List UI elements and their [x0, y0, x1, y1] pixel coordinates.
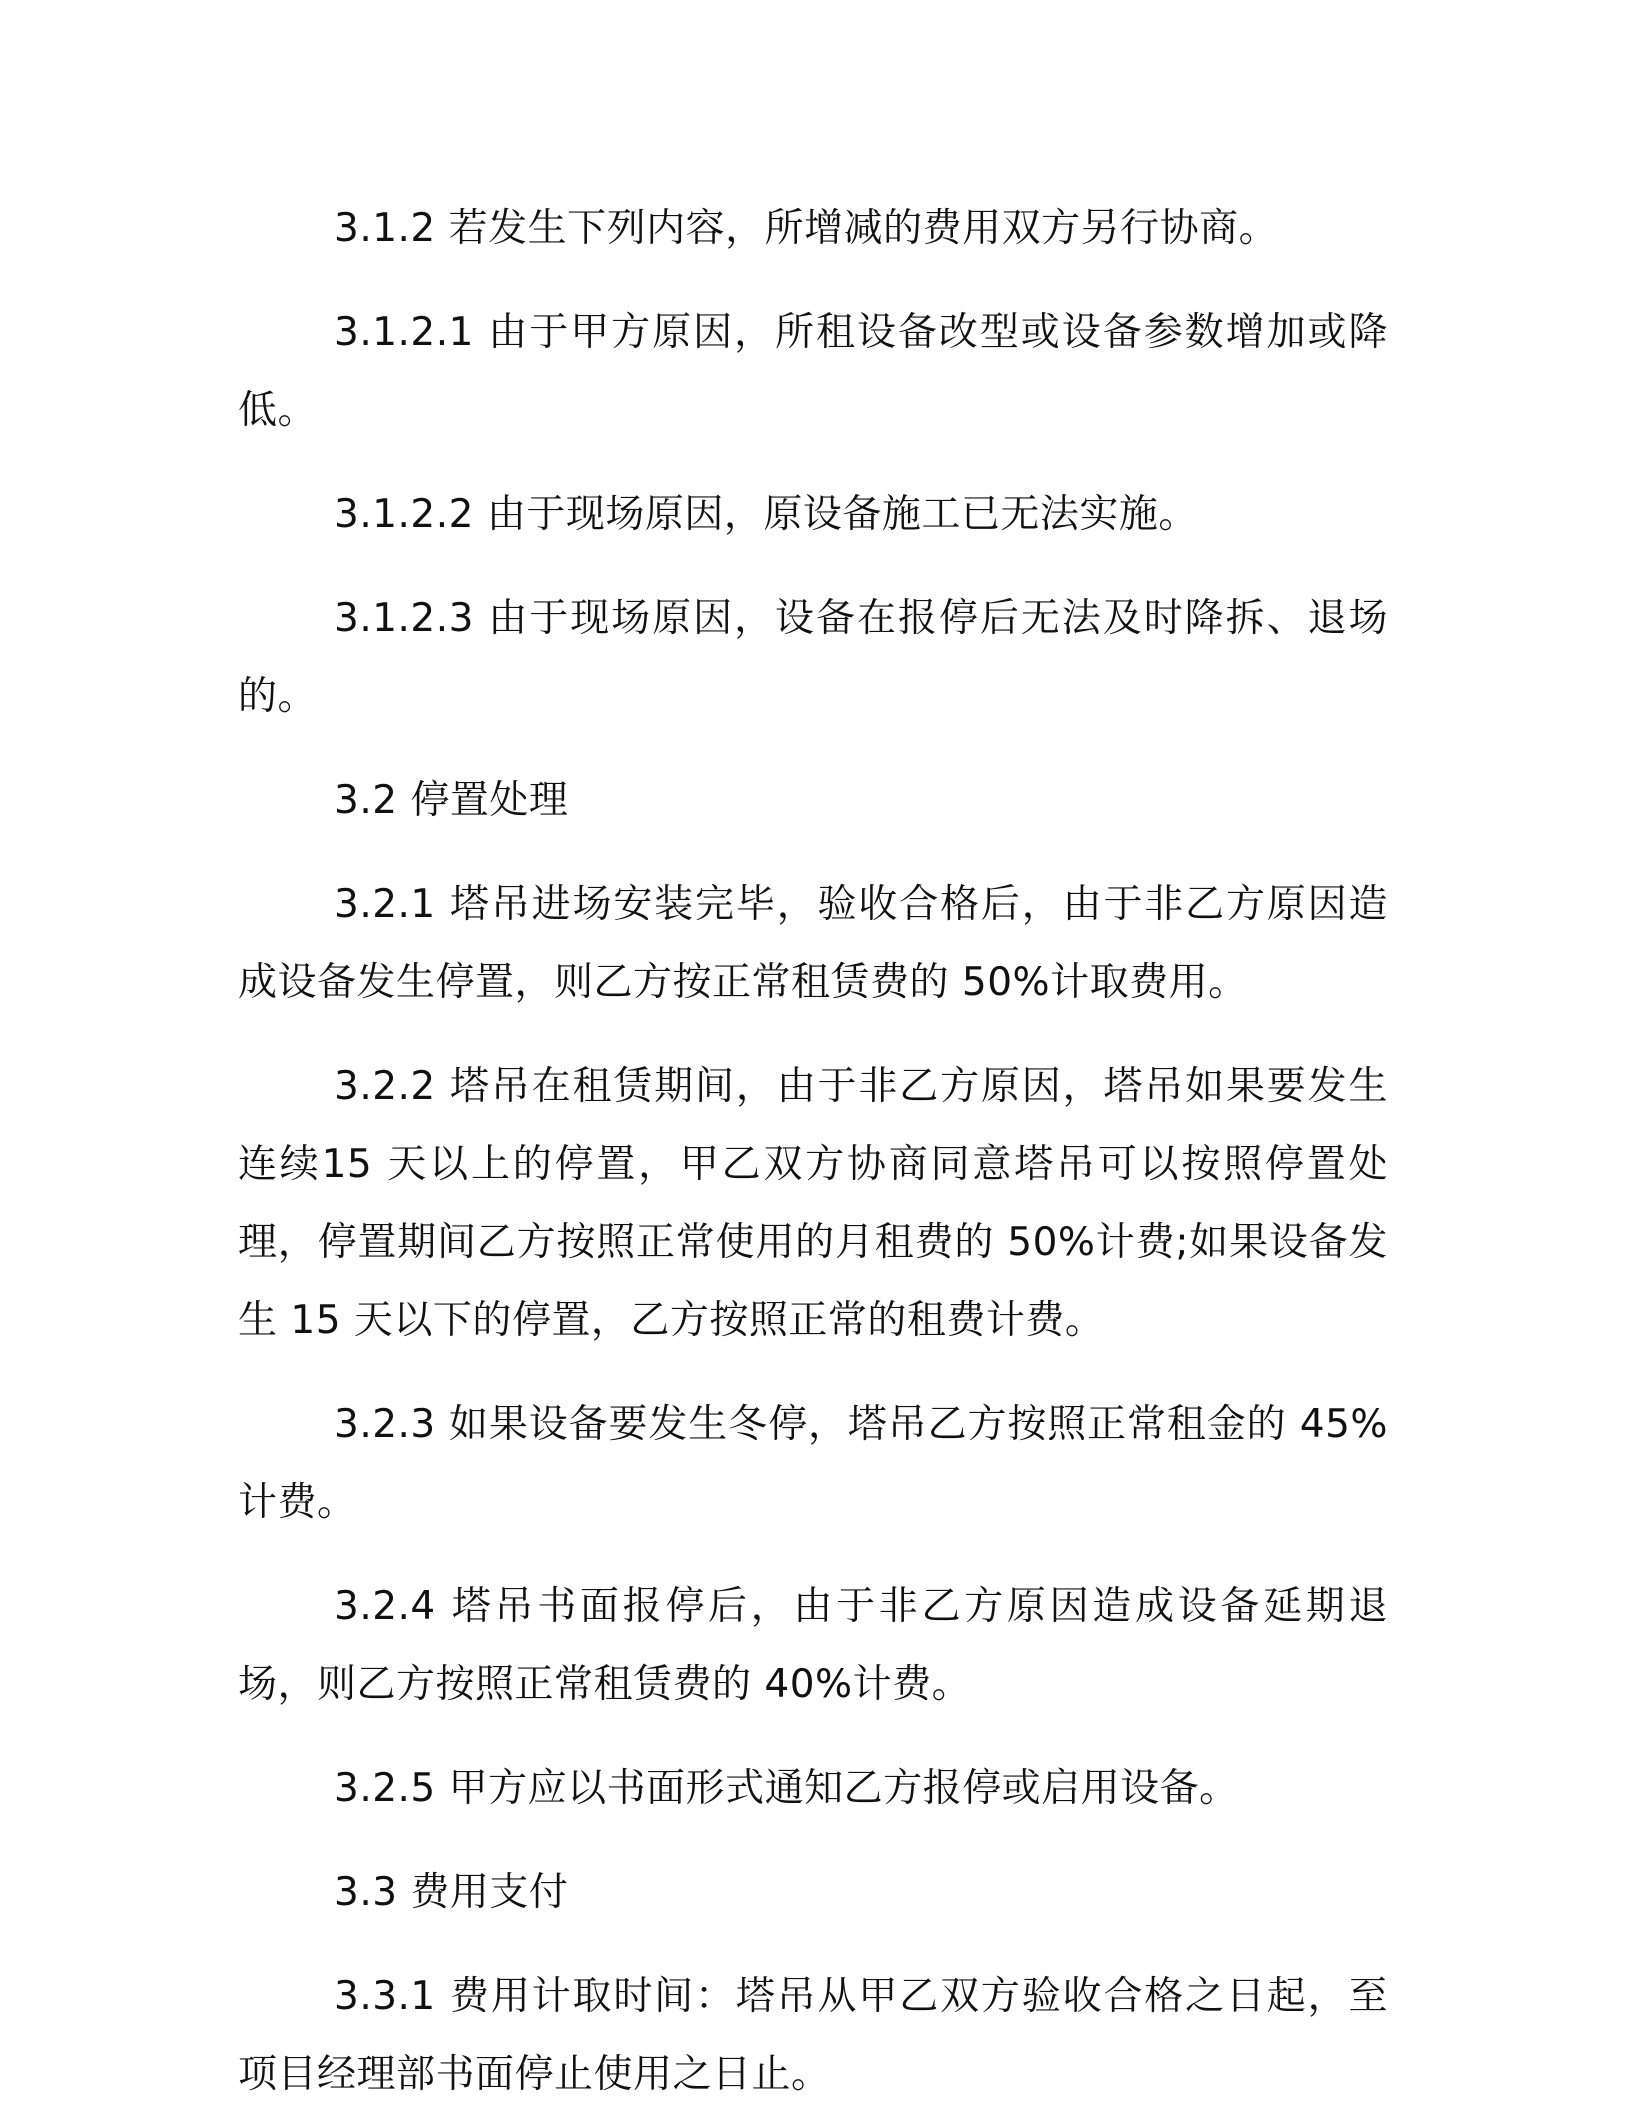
clause-3-2-4: 3.2.4 塔吊书面报停后，由于非乙方原因造成设备延期退场，则乙方按照正常租赁费的 40%计费。	[238, 1584, 1388, 1707]
clause-3-2-5: 3.2.5 甲方应以书面形式通知乙方报停或启用设备。	[334, 1766, 1239, 1811]
clause-3-1-2: 3.1.2 若发生下列内容，所增减的费用双方另行协商。	[334, 206, 1279, 251]
document-body	[238, 190, 1388, 2114]
clause-3-1-2-2: 3.1.2.2 由于现场原因，原设备施工已无法实施。	[334, 492, 1198, 537]
section-3-3-heading: 3.3 费用支付	[334, 1870, 569, 1915]
clause-3-1-2-1: 3.1.2.1 由于甲方原因，所租设备改型或设备参数增加或降低。	[238, 310, 1388, 433]
clause-3-2-1: 3.2.1 塔吊进场安装完毕，验收合格后，由于非乙方原因造成设备发生停置，则乙方按正常租赁费的 50%计取费用。	[238, 882, 1388, 1005]
clause-3-1-2-3: 3.1.2.3 由于现场原因，设备在报停后无法及时降拆、退场的。	[238, 596, 1388, 719]
clause-3-2-3: 3.2.3 如果设备要发生冬停，塔吊乙方按照正常租金的 45%计费。	[238, 1402, 1388, 1525]
section-3-2-heading: 3.2 停置处理	[334, 778, 569, 823]
clause-3-3-1: 3.3.1 费用计取时间：塔吊从甲乙双方验收合格之日起，至项目经理部书面停止使用之日止。	[238, 1974, 1388, 2097]
clause-3-2-2: 3.2.2 塔吊在租赁期间，由于非乙方原因，塔吊如果要发生连续15 天以上的停置，甲乙双方协商同意塔吊可以按照停置处理，停置期间乙方按照正常使用的月租费的 50%计费;如果设备发生 15 天以下的停置，乙方按照正常的租费计费。	[238, 1064, 1388, 1343]
